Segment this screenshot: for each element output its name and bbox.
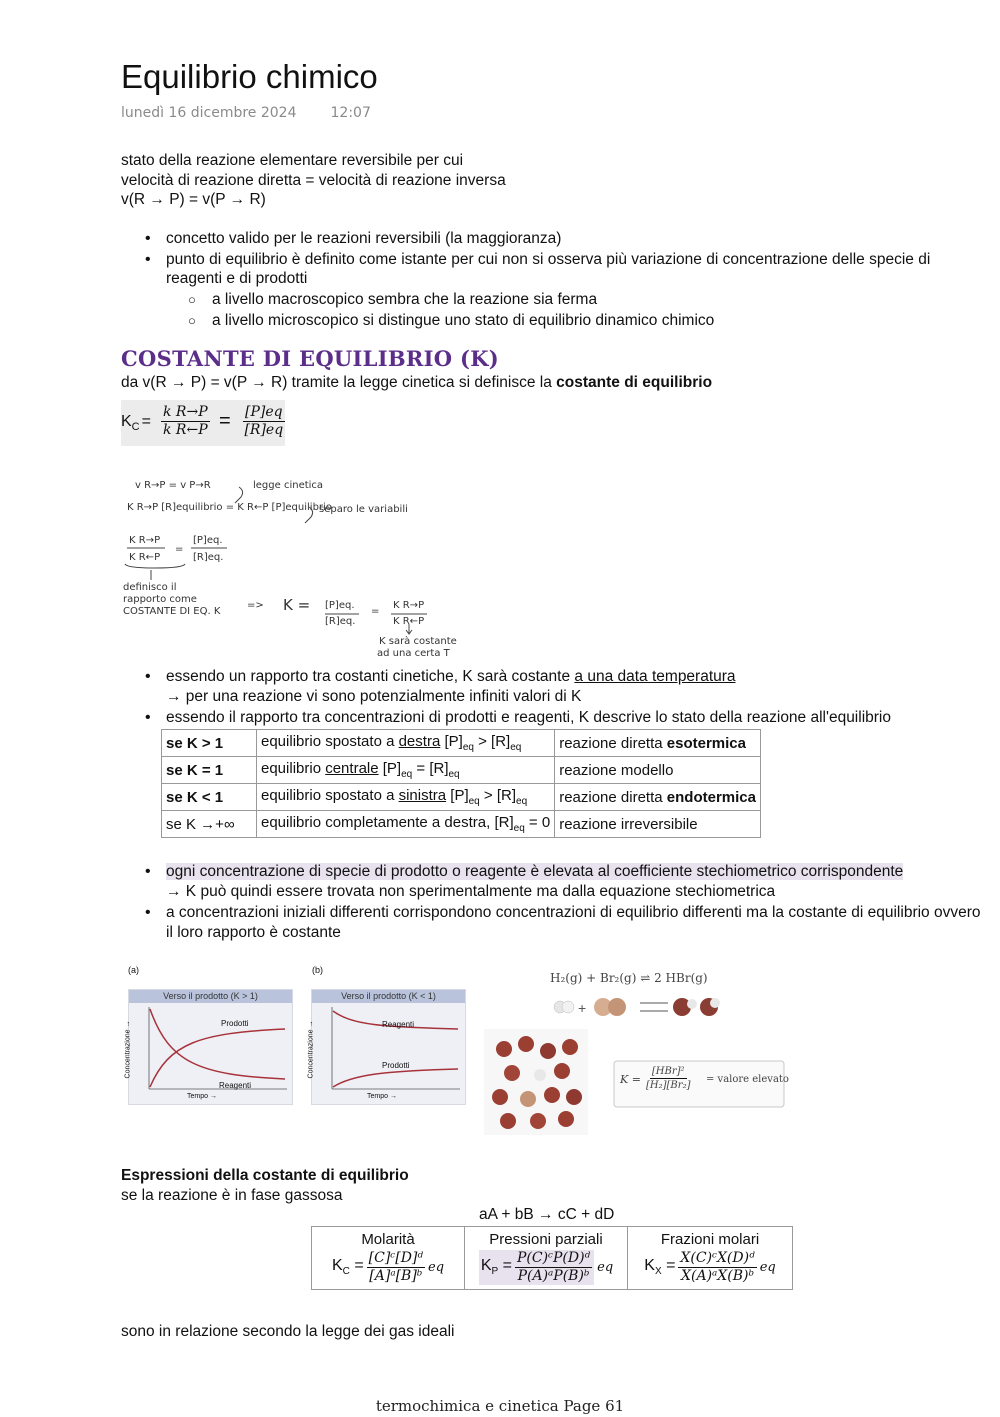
graph-a: Verso il prodotto (K > 1) Prodotti Reagenti Concentrazione → Tempo → — [128, 989, 293, 1105]
page-time: 12:07 — [330, 105, 371, 121]
expressions-heading: Espressioni della costante di equilibrio — [121, 1167, 409, 1184]
list-item: • a concentrazioni iniziali differenti corrispondono concentrazioni di equilibrio differenti ma la costante di equilibrio ovvero il loro rapporto è costante — [121, 903, 986, 942]
intro-line-2: velocità di reazione diretta = velocità di reazione inversa — [121, 171, 506, 189]
kc-formula: $K_C$ = $\frac{\text{k R→P}}{\text{k R←P}}$ = $\frac{[P]eq}{[R]eq}$ — [121, 400, 285, 446]
intro-line-1: stato della reazione elementare reversibile per cui — [121, 152, 464, 169]
expr-mole-fractions: Frazioni molari $K_X$ = $\frac{\text{X(C)ᶜX(D)ᵈ}}{\text{X(A)ᵃX(B)ᵇ}}$ eq — [628, 1227, 793, 1290]
k-condition: se K < 1 — [162, 784, 257, 811]
graph-a-plot — [129, 1003, 292, 1103]
page-footer: termochimica e cinetica Page 61 — [375, 1397, 625, 1415]
bullet-list-3 — [121, 862, 986, 942]
intro-line-3: v(R → P) = v(P → R) — [121, 191, 266, 208]
molecules — [484, 989, 790, 1137]
list-item: • essendo il rapporto tra concentrazioni di prodotti e reagenti, K descrive lo stato della reazione all'equilibrio — [121, 708, 986, 728]
k-condition: se K > 1 — [162, 730, 257, 757]
list-item: • essendo un rapporto tra costanti cinetiche, K sarà costante a una data temperatura → per una reazione vi sono potenzialmente infiniti valori di K — [121, 667, 986, 706]
k-cases-table — [161, 729, 761, 838]
expr-molarity: Molarità $K_C$ = $\frac{\text{[C]ᶜ[D]ᵈ}}{\text{[A]ᵃ[B]ᵇ}}$ eq — [312, 1227, 465, 1290]
list-item: • ogni concentrazione di specie di prodotto o reagente è elevata al coefficiente stechiometrico corrispondente → K può quindi essere trovata non sperimentalmente ma dalla equazione stechiometrica — [121, 862, 986, 901]
table-row — [162, 757, 761, 784]
handwritten-strokes — [121, 472, 481, 662]
figure-graphs: (a) Verso il prodotto (K > 1) Prodotti Reagenti Concentrazione → Tempo → (b) Verso il prodotto (K < 1) Reagenti Prodotti Concentrazione → Tempo → — [126, 965, 466, 1105]
k-description: equilibrio spostato a sinistra $[P]_{eq} > [R]_{eq}$ — [257, 784, 555, 811]
k-result: reazione modello — [555, 757, 761, 784]
section-heading: COSTANTE DI EQUILIBRIO (K) — [121, 346, 500, 371]
bullet-list-2 — [121, 667, 986, 728]
list-item: ○ a livello microscopico si distingue uno stato di equilibrio dinamico chimico — [121, 310, 986, 331]
section-intro: da v(R → P) = v(P → R) tramite la legge cinetica si definisce la costante di equilibrio — [121, 374, 713, 391]
page-meta — [121, 105, 371, 121]
k-description: equilibrio completamente a destra, $[R]_{eq} = 0$ — [257, 811, 555, 838]
table-row — [162, 784, 761, 811]
expressions-table — [311, 1226, 793, 1290]
expressions-sub: se la reazione è in fase gassosa — [121, 1186, 343, 1204]
k-hbr-fraction: [HBr]² [H₂][Br₂] — [646, 1066, 691, 1091]
expressions-intro — [121, 1166, 409, 1205]
bullet-list-1 — [121, 229, 986, 331]
graph-b-plot — [312, 1003, 465, 1103]
page-title: Equilibrio chimico — [121, 58, 378, 95]
handwritten-notes: v R→P = v P→R legge cinetica K R→P [R]equilibrio = K R←P [P]equilibrio separo le variabili K R→P K R←P = [P]eq. [R]eq. definisco il rapporto come COSTANTE DI EQ. K => K = [P]eq. [R]eq. = K R→P K R←P K sarà costante ad una certa T — [121, 472, 481, 662]
table-row — [162, 730, 761, 757]
list-item: ○ a livello macroscopico sembra che la reazione sia ferma — [121, 289, 986, 310]
k-description: equilibrio centrale $[P]_{eq} = [R]_{eq}$ — [257, 757, 555, 784]
intro-text — [121, 151, 506, 210]
generic-reaction: aA + bB → cC + dD — [479, 1206, 615, 1223]
figure-hbr: H₂(g) + Br₂(g) ⇌ 2 HBr(g) + K = [HBr]² [H₂][Br₂] = valore elevato — [484, 965, 790, 1137]
k-condition: se K = 1 — [162, 757, 257, 784]
k-description: equilibrio spostato a destra $[P]_{eq} > [R]_{eq}$ — [257, 730, 555, 757]
graph-b: Verso il prodotto (K < 1) Reagenti Prodotti Concentrazione → Tempo → — [311, 989, 466, 1105]
k-condition: se K →+∞ — [162, 811, 257, 838]
page-date: lunedì 16 dicembre 2024 — [121, 105, 297, 121]
k-result: reazione diretta endotermica — [555, 784, 761, 811]
k-result: reazione diretta esotermica — [555, 730, 761, 757]
table-row — [162, 811, 761, 838]
list-item: • punto di equilibrio è definito come istante per cui non si osserva più variazione di concentrazione delle specie di reagenti e di prodotti — [121, 250, 986, 289]
list-item: • concetto valido per le reazioni reversibili (la maggioranza) — [121, 229, 986, 249]
k-result: reazione irreversibile — [555, 811, 761, 838]
closing-text: sono in relazione secondo la legge dei gas ideali — [121, 1323, 455, 1340]
expr-partial-pressures: Pressioni parziali $K_P$ = $\frac{\text{P(C)ᶜP(D)ᵈ}}{\text{P(A)ᵃP(B)ᵇ}}$ eq — [465, 1227, 628, 1290]
